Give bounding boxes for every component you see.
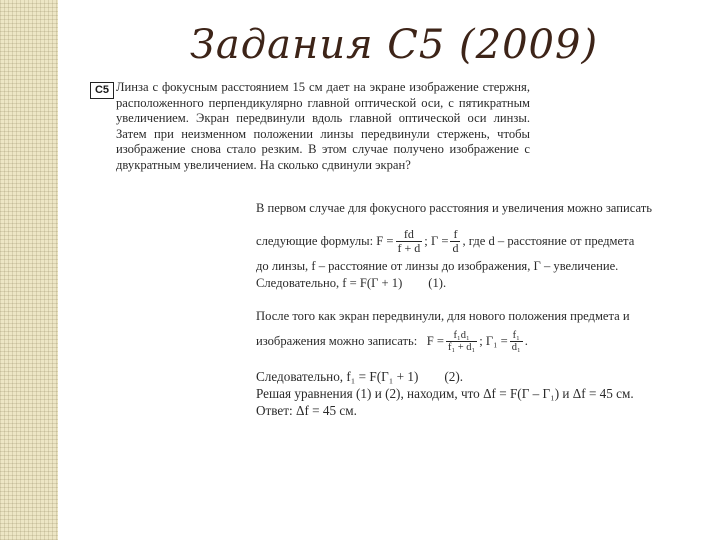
formula2-g-lhs: ; Г₁ = xyxy=(479,334,508,348)
equation-1-label: (1). xyxy=(428,276,447,290)
problem-badge: С5 xyxy=(90,82,114,99)
solution-text-7 xyxy=(256,368,672,385)
solution-formulas-2 xyxy=(256,330,672,353)
solution-formulas-1 xyxy=(256,228,672,255)
solution-lines-2 xyxy=(256,258,672,292)
decorative-sidebar xyxy=(0,0,58,540)
formula-f-denominator: f + d xyxy=(397,241,421,255)
formula-intro: следующие формулы: xyxy=(256,234,374,248)
formula2-f-denominator: f₁ + d₁ xyxy=(447,342,476,353)
formula-f-numerator: fd xyxy=(396,228,423,242)
formula-g-lhs: ; Г = xyxy=(424,234,449,248)
formula-suffix: , где d – расстояние от предмета xyxy=(462,234,635,248)
formula-f-lhs: F = xyxy=(376,234,394,248)
solution-text-8: Решая уравнения (1) и (2), находим, что Δf = F(Г – Г₁) и Δf = 45 см. xyxy=(256,386,634,401)
formula2-end: . xyxy=(524,334,528,348)
formula2-f-numerator: f₁d₁ xyxy=(446,330,477,342)
formula2-g-fraction xyxy=(510,330,523,353)
equation-2: Следовательно, f₁ = F(Г₁ + 1) xyxy=(256,369,419,384)
formula2-f-fraction xyxy=(446,330,477,353)
solution-line-1 xyxy=(256,200,672,217)
solution-text-4 xyxy=(256,275,672,292)
formula-g-fraction xyxy=(450,228,460,255)
formula-g-numerator: f xyxy=(450,228,460,242)
problem-block xyxy=(90,80,530,173)
formula-f-fraction xyxy=(396,228,423,255)
formula-g-denominator: d xyxy=(452,241,459,255)
formula2-g-numerator: f₁ xyxy=(510,330,523,342)
solution-line-5 xyxy=(256,308,672,325)
solution-text-3: до линзы, f – расстояние от линзы до изображения, Г – увеличение. xyxy=(256,259,619,273)
solution-text-1: В первом случае для фокусного расстояния и увеличения можно записать xyxy=(256,201,652,215)
solution-final xyxy=(256,368,672,419)
equation-1: Следовательно, f = F(Г + 1) xyxy=(256,276,403,290)
problem-text: Линза с фокусным расстоянием 15 см дает на экране изображение стержня, расположенного перпендикулярно главной оптической оси, с пятикратным увеличением. Экран передвинули вдоль главной оптической оси линзы. Затем при неизменном положении линзы передвинули стержень, чтобы изображение снова стало резким. В этом случае получено изображение с двукратным увеличением. На сколько сдвинули экран? xyxy=(116,80,530,172)
formula2-g-denominator: d₁ xyxy=(511,342,521,353)
equation-2-label: (2). xyxy=(444,369,464,384)
answer-text: Ответ: Δf = 45 см. xyxy=(256,403,357,418)
formula2-f-lhs: F = xyxy=(426,334,444,348)
formula2-intro: изображения можно записать: xyxy=(256,334,418,348)
solution-text-5: После того как экран передвинули, для нового положения предмета и xyxy=(256,309,630,323)
page-title: Задания С5 (2009) xyxy=(190,22,599,68)
